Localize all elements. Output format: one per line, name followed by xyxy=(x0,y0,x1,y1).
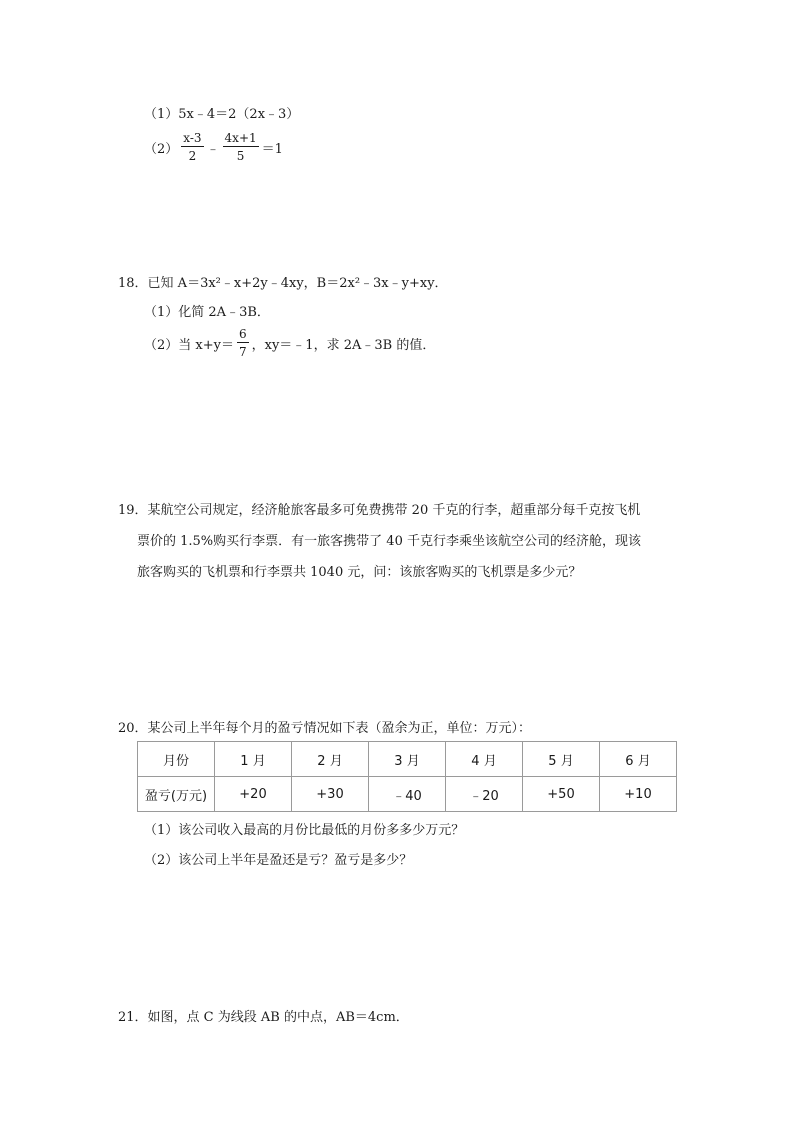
table-header-row xyxy=(138,742,677,777)
q17-fraction-1-numerator: x-3 xyxy=(183,131,202,145)
q17-part1 xyxy=(144,103,299,122)
q17-part2-label: （2） xyxy=(144,141,179,157)
table-cell: ﹣20 xyxy=(446,777,523,812)
q17-part2 xyxy=(144,131,283,163)
q19-line-1: 19．某航空公司规定，经济舱旅客最多可免费携带 20 千克的行李，超重部分每千克按飞机 xyxy=(118,503,641,518)
q21-stem: 21．如图，点 C 为线段 AB 的中点，AB＝4cm． xyxy=(118,1010,409,1025)
table-cell: +50 xyxy=(523,777,600,812)
q18-fraction xyxy=(237,327,249,359)
q20-part2: （2）该公司上半年是盈还是亏？盈亏是多少？ xyxy=(144,853,413,868)
table-header-cell: 4 月 xyxy=(446,742,523,777)
q18-part2-suffix: ，xy＝﹣1，求 2A﹣3B 的值． xyxy=(251,337,436,353)
q17-minus-sign: ﹣ xyxy=(206,141,220,157)
q19-line-2: 票价的 1.5%购买行李票．有一旅客携带了 40 千克行李乘坐该航空公司的经济舱，现该 xyxy=(137,534,641,549)
table-header-cell: 5 月 xyxy=(523,742,600,777)
table-cell: +20 xyxy=(215,777,292,812)
q17-part1-label: （1） xyxy=(144,107,179,122)
table-header-cell: 2 月 xyxy=(292,742,369,777)
q20-profit-table xyxy=(137,741,677,812)
table-cell: +10 xyxy=(600,777,677,812)
table-row xyxy=(138,777,677,812)
q18-fraction-numerator: 6 xyxy=(238,327,247,341)
q19-line-3: 旅客购买的飞机票和行李票共 1040 元，问：该旅客购买的飞机票是多少元？ xyxy=(137,565,582,580)
q17-fraction-2-numerator: 4x+1 xyxy=(224,131,257,145)
q17-fraction-1 xyxy=(181,131,203,163)
q17-fraction-1-denominator: 2 xyxy=(188,149,197,163)
q20-stem: 20．某公司上半年每个月的盈亏情况如下表（盈余为正，单位：万元）： xyxy=(118,721,532,736)
q17-fraction-2 xyxy=(223,131,259,163)
q20-part1: （1）该公司收入最高的月份比最低的月份多多少万元？ xyxy=(144,823,465,838)
q18-part2 xyxy=(144,327,435,359)
table-cell: ﹣40 xyxy=(369,777,446,812)
table-header-cell: 月份 xyxy=(138,742,215,777)
q18-fraction-denominator: 7 xyxy=(238,345,247,359)
q18-part2-prefix: （2）当 x+y＝ xyxy=(144,337,234,353)
table-cell: 盈亏(万元) xyxy=(138,777,215,812)
table-header-cell: 6 月 xyxy=(600,742,677,777)
table-header-cell: 3 月 xyxy=(369,742,446,777)
q18-stem: 18．已知 A＝3x²﹣x+2y﹣4xy，B＝2x²﹣3x﹣y+xy． xyxy=(118,276,448,291)
table-cell: +30 xyxy=(292,777,369,812)
q17-fraction-2-denominator: 5 xyxy=(236,149,245,163)
table-header-cell: 1 月 xyxy=(215,742,292,777)
q17-rhs: ＝1 xyxy=(261,141,283,157)
q17-part1-equation: 5x﹣4＝2（2x﹣3） xyxy=(178,107,300,122)
q18-part1: （1）化简 2A﹣3B． xyxy=(144,305,270,320)
